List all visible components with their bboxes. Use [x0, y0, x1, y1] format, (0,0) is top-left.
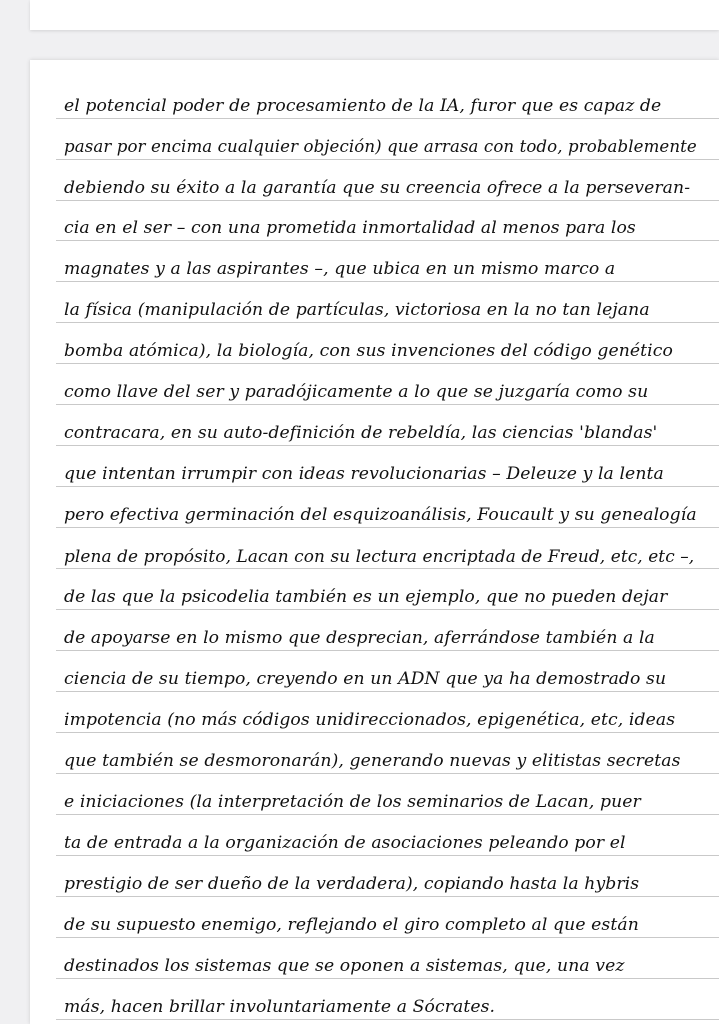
ruled-line [56, 445, 719, 446]
handwritten-text-line: más, hacen brillar involuntariamente a Sócrates. [64, 997, 496, 1017]
handwritten-text-line: que también se desmoronarán), generando nuevas y elitistas secretas [64, 751, 681, 771]
ruled-line [56, 568, 719, 569]
ruled-line [56, 240, 719, 241]
ruled-line [56, 732, 719, 733]
ruled-line [56, 322, 719, 323]
handwritten-text-line: de las que la psicodelia también es un ejemplo, que no pueden dejar [64, 587, 668, 607]
handwritten-text-line: como llave del ser y paradójicamente a lo que se juzgaría como su [64, 382, 649, 402]
ruled-line [56, 486, 719, 487]
handwritten-text-line: plena de propósito, Lacan con su lectura encriptada de Freud, etc, etc –, [64, 546, 695, 566]
handwritten-text-line: ciencia de su tiempo, creyendo en un ADN que ya ha demostrado su [64, 669, 667, 689]
ruled-line [56, 200, 719, 201]
ruled-line [56, 609, 719, 610]
handwritten-text-line: ta de entrada a la organización de asociaciones peleando por el [64, 833, 626, 853]
handwritten-text-line: que intentan irrumpir con ideas revolucionarias – Deleuze y la lenta [64, 464, 664, 484]
handwritten-text-line: bomba atómica), la biología, con sus invenciones del código genético [64, 341, 673, 361]
ruled-line [56, 159, 719, 160]
handwritten-text-line: el potencial poder de procesamiento de la IA, furor que es capaz de [64, 96, 662, 116]
ruled-line [56, 978, 719, 979]
ruled-line [56, 773, 719, 774]
handwritten-text-line: pero efectiva germinación del esquizoanálisis, Foucault y su genealogía [64, 505, 697, 525]
ruled-line [56, 650, 719, 651]
notebook-page [30, 60, 719, 1024]
ruled-line [56, 937, 719, 938]
handwritten-text-line: de apoyarse en lo mismo que desprecian, aferrándose también a la [64, 628, 655, 648]
handwritten-text-line: de su supuesto enemigo, reflejando el giro completo al que están [64, 915, 639, 935]
ruled-line [56, 527, 719, 528]
handwritten-text-line: pasar por encima cualquier objeción) que arrasa con todo, probablemente [64, 137, 697, 156]
handwritten-text-line: e iniciaciones (la interpretación de los seminarios de Lacan, puer [64, 792, 641, 812]
ruled-line [56, 1019, 719, 1020]
handwritten-text-line: impotencia (no más códigos unidireccionados, epigenética, etc, ideas [64, 710, 676, 730]
ruled-line [56, 896, 719, 897]
handwritten-text-line: cia en el ser – con una prometida inmortalidad al menos para los [64, 218, 636, 238]
ruled-line [56, 281, 719, 282]
handwritten-text-line: magnates y a las aspirantes –, que ubica en un mismo marco a [64, 259, 616, 279]
ruled-line [56, 363, 719, 364]
ruled-line [56, 691, 719, 692]
ruled-line [56, 404, 719, 405]
handwritten-text-line: la física (manipulación de partículas, victoriosa en la no tan lejana [64, 300, 650, 320]
handwritten-text-line: contracara, en su auto-definición de rebeldía, las ciencias 'blandas' [64, 423, 658, 443]
ruled-line [56, 855, 719, 856]
previous-page-edge [30, 0, 719, 30]
handwritten-text-line: destinados los sistemas que se oponen a sistemas, que, una vez [64, 956, 625, 976]
ruled-line [56, 118, 719, 119]
handwritten-text-line: prestigio de ser dueño de la verdadera), copiando hasta la hybris [64, 874, 640, 894]
ruled-line [56, 814, 719, 815]
handwritten-text-line: debiendo su éxito a la garantía que su creencia ofrece a la perseveran- [64, 178, 691, 198]
